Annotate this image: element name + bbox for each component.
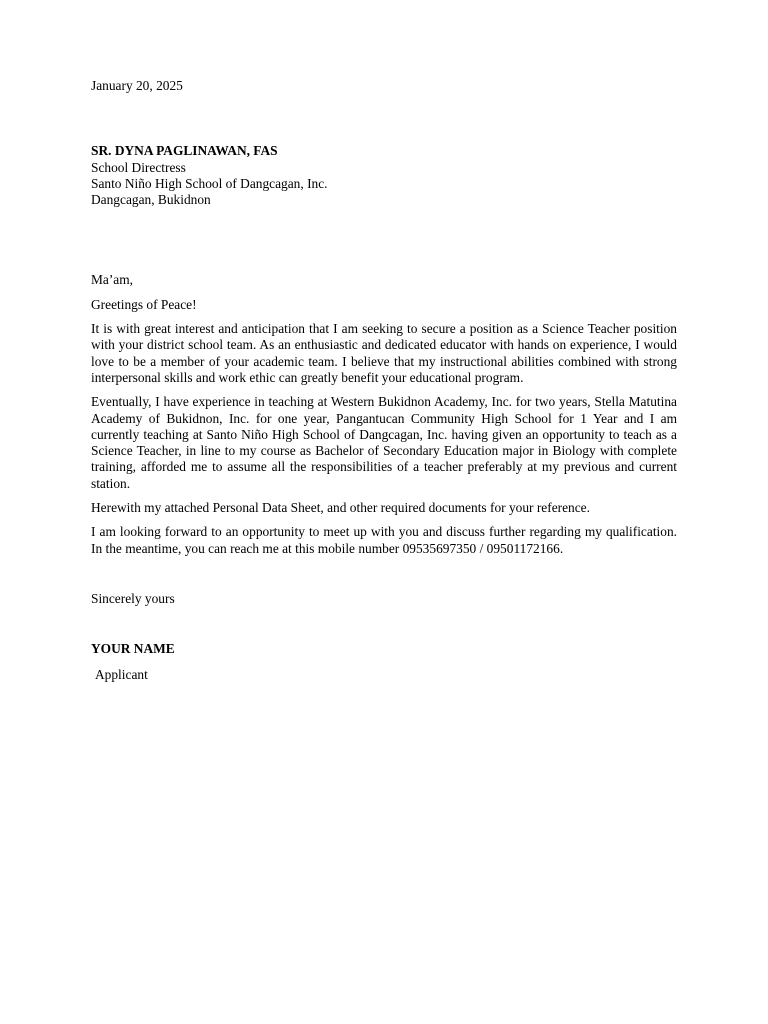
letter-body <box>91 78 677 683</box>
recipient-title: School Directress <box>91 159 186 175</box>
closing: Sincerely yours <box>91 590 175 606</box>
body-paragraph-2: Eventually, I have experience in teaching at Western Bukidnon Academy, Inc. for two years, Stella Matutina Academy of Bukidnon, Inc. for one year, Pangantucan Community High School for 1 Year and I am currently teaching at Santo Niño High School of Dangcagan, Inc. having given an opportunity to teach as a Science Teacher, in line to my course as Bachelor of Secondary Education major in Biology with complete training, afforded me to assume all the responsibilities of a teacher preferably at my previous and current station. <box>91 394 677 491</box>
body-paragraph-1: It is with great interest and anticipation that I am seeking to secure a position as a Science Teacher position with your district school team. As an enthusiastic and dedicated educator with hands on experience, I would love to be a member of your academic team. I believe that my instructional abilities combined with strong interpersonal skills and work ethic can greatly benefit your educational program. <box>91 321 677 385</box>
recipient-name: SR. DYNA PAGLINAWAN, FAS <box>91 143 278 159</box>
recipient-address: Dangcagan, Bukidnon <box>91 192 211 208</box>
letter-date: January 20, 2025 <box>91 78 183 93</box>
body-paragraph-3: Herewith my attached Personal Data Sheet, and other required documents for your reference. <box>91 500 590 516</box>
recipient-block <box>91 143 677 208</box>
signature-name: YOUR NAME <box>91 641 175 657</box>
body-paragraph-4: I am looking forward to an opportunity to meet up with you and discuss further regarding my qualification. In the meantime, you can reach me at this mobile number 09535697350 / 09501172166. <box>91 524 677 556</box>
salutation: Ma’am, <box>91 272 134 288</box>
greeting: Greetings of Peace! <box>91 296 197 312</box>
recipient-school: Santo Niño High School of Dangcagan, Inc. <box>91 175 328 191</box>
signature-title: Applicant <box>95 666 148 682</box>
